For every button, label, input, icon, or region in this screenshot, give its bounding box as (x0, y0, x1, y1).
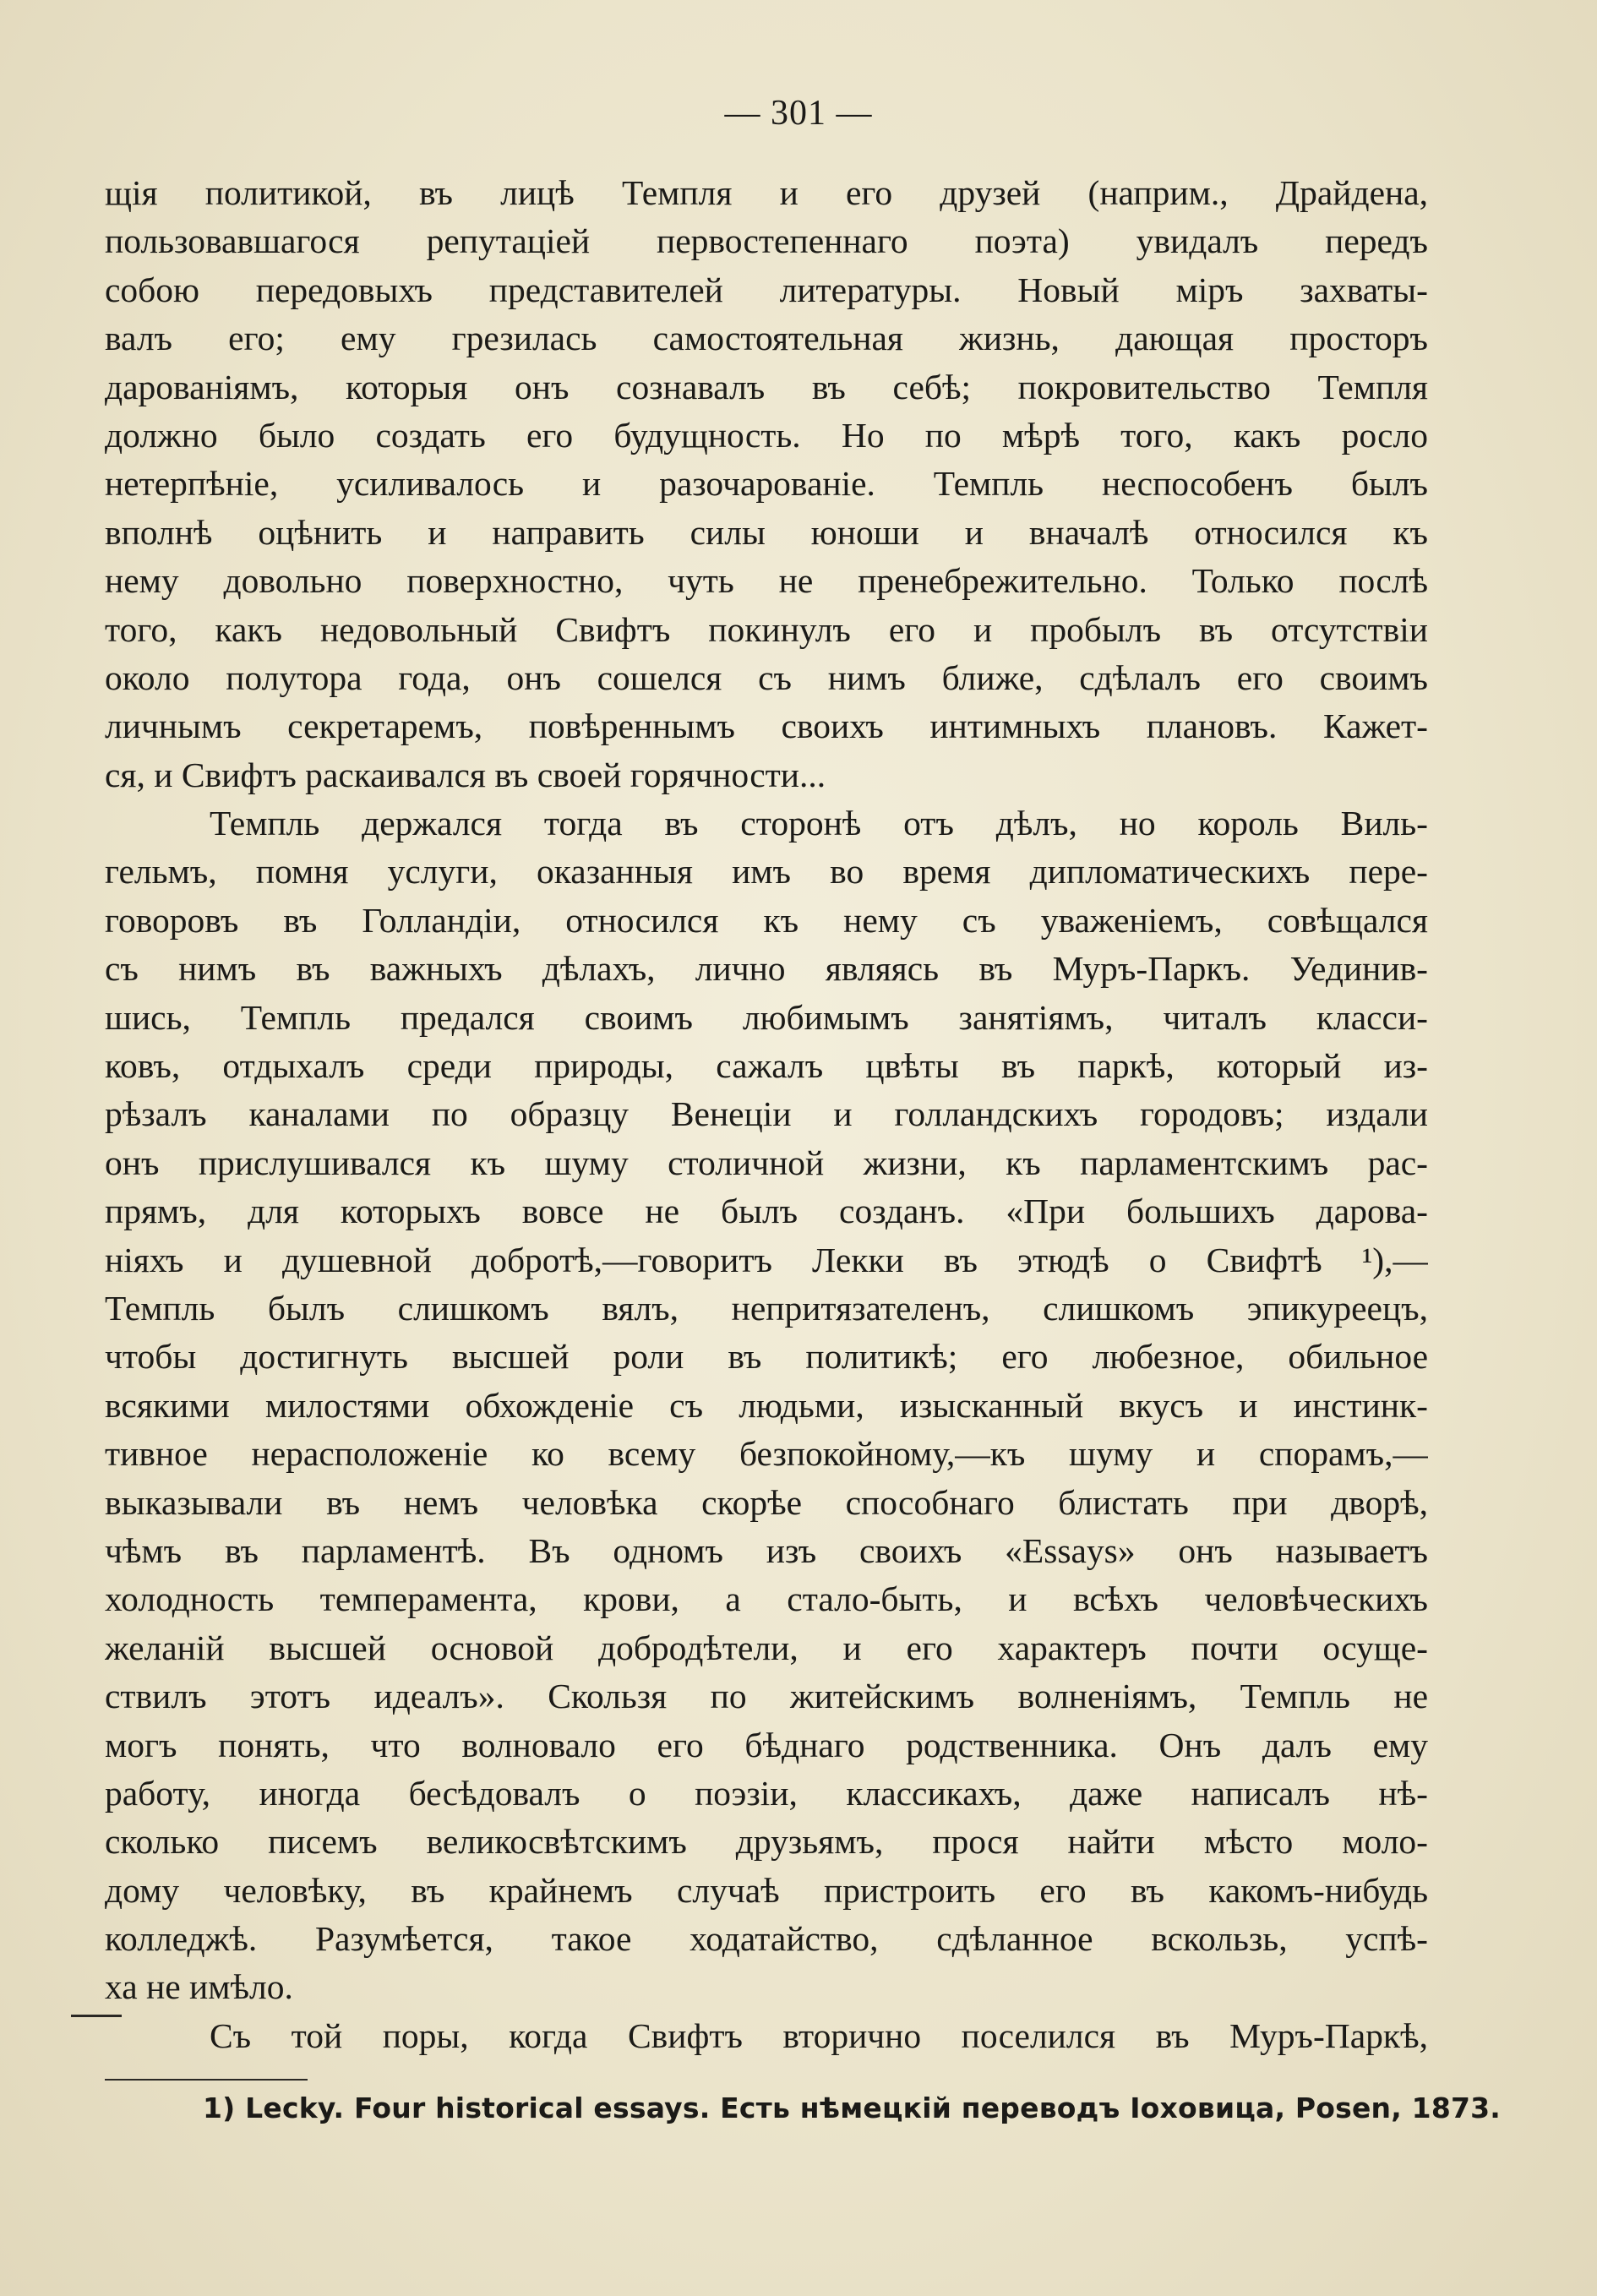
text-line: Темпль былъ слишкомъ вялъ, непритязателенъ, слишкомъ эпикуреецъ, (105, 1288, 1428, 1328)
text-line: дому человѣку, въ крайнемъ случаѣ пристроить его въ какомъ-нибудь (105, 1870, 1428, 1910)
text-line: ніяхъ и душевной добротѣ,—говоритъ Лекки въ этюдѣ о Свифтѣ ¹),— (105, 1240, 1428, 1279)
text-line: собою передовыхъ представителей литературы. Новый міръ захваты- (105, 270, 1428, 309)
text-line: тивное нерасположеніе ко всему безпокойному,—къ шуму и спорамъ,— (105, 1434, 1428, 1474)
text-line: ковъ, отдыхалъ среди природы, сажалъ цвѣты въ паркѣ, который из- (105, 1046, 1428, 1086)
text-line: вполнѣ оцѣнить и направить силы юноши и вначалѣ относился къ (105, 512, 1428, 552)
text-line: колледжѣ. Разумѣется, такое ходатайство, сдѣланное вскользь, успѣ- (105, 1919, 1428, 1959)
text-line: могъ понять, что волновало его бѣднаго родственника. Онъ далъ ему (105, 1725, 1428, 1764)
text-line: нему довольно поверхностно, чуть не пренебрежительно. Только послѣ (105, 561, 1428, 601)
text-line-paragraph-start: Темпль держался тогда въ сторонѣ отъ дѣлъ, но король Виль- (210, 804, 1428, 843)
footnote-divider (105, 2079, 308, 2081)
text-line: прямъ, для которыхъ вовсе не былъ созданъ. «При большихъ дарова- (105, 1192, 1428, 1231)
text-line: личнымъ секретаремъ, повѣреннымъ своихъ интимныхъ плановъ. Кажет- (105, 706, 1428, 746)
text-line: всякими милостями обхожденіе съ людьми, изысканный вкусъ и инстинк- (105, 1385, 1428, 1425)
text-line: гельмъ, помня услуги, оказанныя имъ во время дипломатическихъ пере- (105, 852, 1428, 892)
text-line: чѣмъ въ парламентѣ. Въ одномъ изъ своихъ «Essays» онъ называетъ (105, 1530, 1428, 1570)
text-line: ха не имѣло. (105, 1967, 293, 2007)
text-line: около полутора года, онъ сошелся съ нимъ ближе, сдѣлалъ его своимъ (105, 657, 1428, 697)
text-line: желаній высшей основой добродѣтели, и его характеръ почти осуще- (105, 1628, 1428, 1667)
footnote-text: Lecky. Four historical essays. Есть нѣмецкій переводъ Іоховица, Posen, 1873. (245, 2091, 1502, 2124)
text-line: ствилъ этотъ идеалъ». Скользя по житейскимъ волненіямъ, Темпль не (105, 1677, 1428, 1716)
text-line: должно было создать его будущность. Но по мѣрѣ того, какъ росло (105, 415, 1428, 455)
text-line: нетерпѣніе, усиливалось и разочарованіе. Темпль неспособенъ былъ (105, 464, 1428, 504)
text-line: чтобы достигнуть высшей роли въ политикѣ; его любезное, обильное (105, 1337, 1428, 1377)
text-line: выказывали въ немъ человѣка скорѣе способнаго блистать при дворѣ, (105, 1482, 1428, 1522)
body-text (105, 169, 1428, 2060)
text-line: ся, и Свифтъ раскаивался въ своей горячности... (105, 755, 826, 794)
text-line: онъ прислушивался къ шуму столичной жизни, къ парламентскимъ рас- (105, 1143, 1428, 1182)
page-number: — 301 — (724, 94, 873, 133)
text-line-paragraph-start: Съ той поры, когда Свифтъ вторично поселился въ Муръ-Паркѣ, (210, 2015, 1428, 2055)
footnote (203, 2087, 1502, 2130)
text-line: сколько писемъ великосвѣтскимъ друзьямъ, прося найти мѣсто моло- (105, 1822, 1428, 1862)
text-line: дарованіямъ, которыя онъ сознавалъ въ себѣ; покровительство Темпля (105, 367, 1428, 406)
text-line: щія политикой, въ лицѣ Темпля и его друзей (наприм., Драйдена, (105, 173, 1428, 212)
text-line: говоровъ въ Голландіи, относился къ нему съ уваженіемъ, совѣщался (105, 900, 1428, 940)
text-line: того, какъ недовольный Свифтъ покинулъ его и пробылъ въ отсутствіи (105, 609, 1428, 649)
paragraph-dash (71, 2015, 122, 2017)
text-line: холодность темперамента, крови, а стало-быть, и всѣхъ человѣческихъ (105, 1579, 1428, 1619)
text-line: съ нимъ въ важныхъ дѣлахъ, лично являясь въ Муръ-Паркъ. Уединив- (105, 949, 1428, 989)
text-line: рѣзалъ каналами по образцу Венеціи и голландскихъ городовъ; издали (105, 1094, 1428, 1134)
text-line: валъ его; ему грезилась самостоятельная жизнь, дающая просторъ (105, 319, 1428, 358)
footnote-marker: 1) (203, 2091, 236, 2124)
text-line: шись, Темпль предался своимъ любимымъ занятіямъ, читалъ класси- (105, 997, 1428, 1037)
text-line: работу, иногда бесѣдовалъ о поэзіи, классикахъ, даже написалъ нѣ- (105, 1773, 1428, 1813)
text-line: пользовавшагося репутаціей первостепеннаго поэта) увидалъ передъ (105, 221, 1428, 261)
